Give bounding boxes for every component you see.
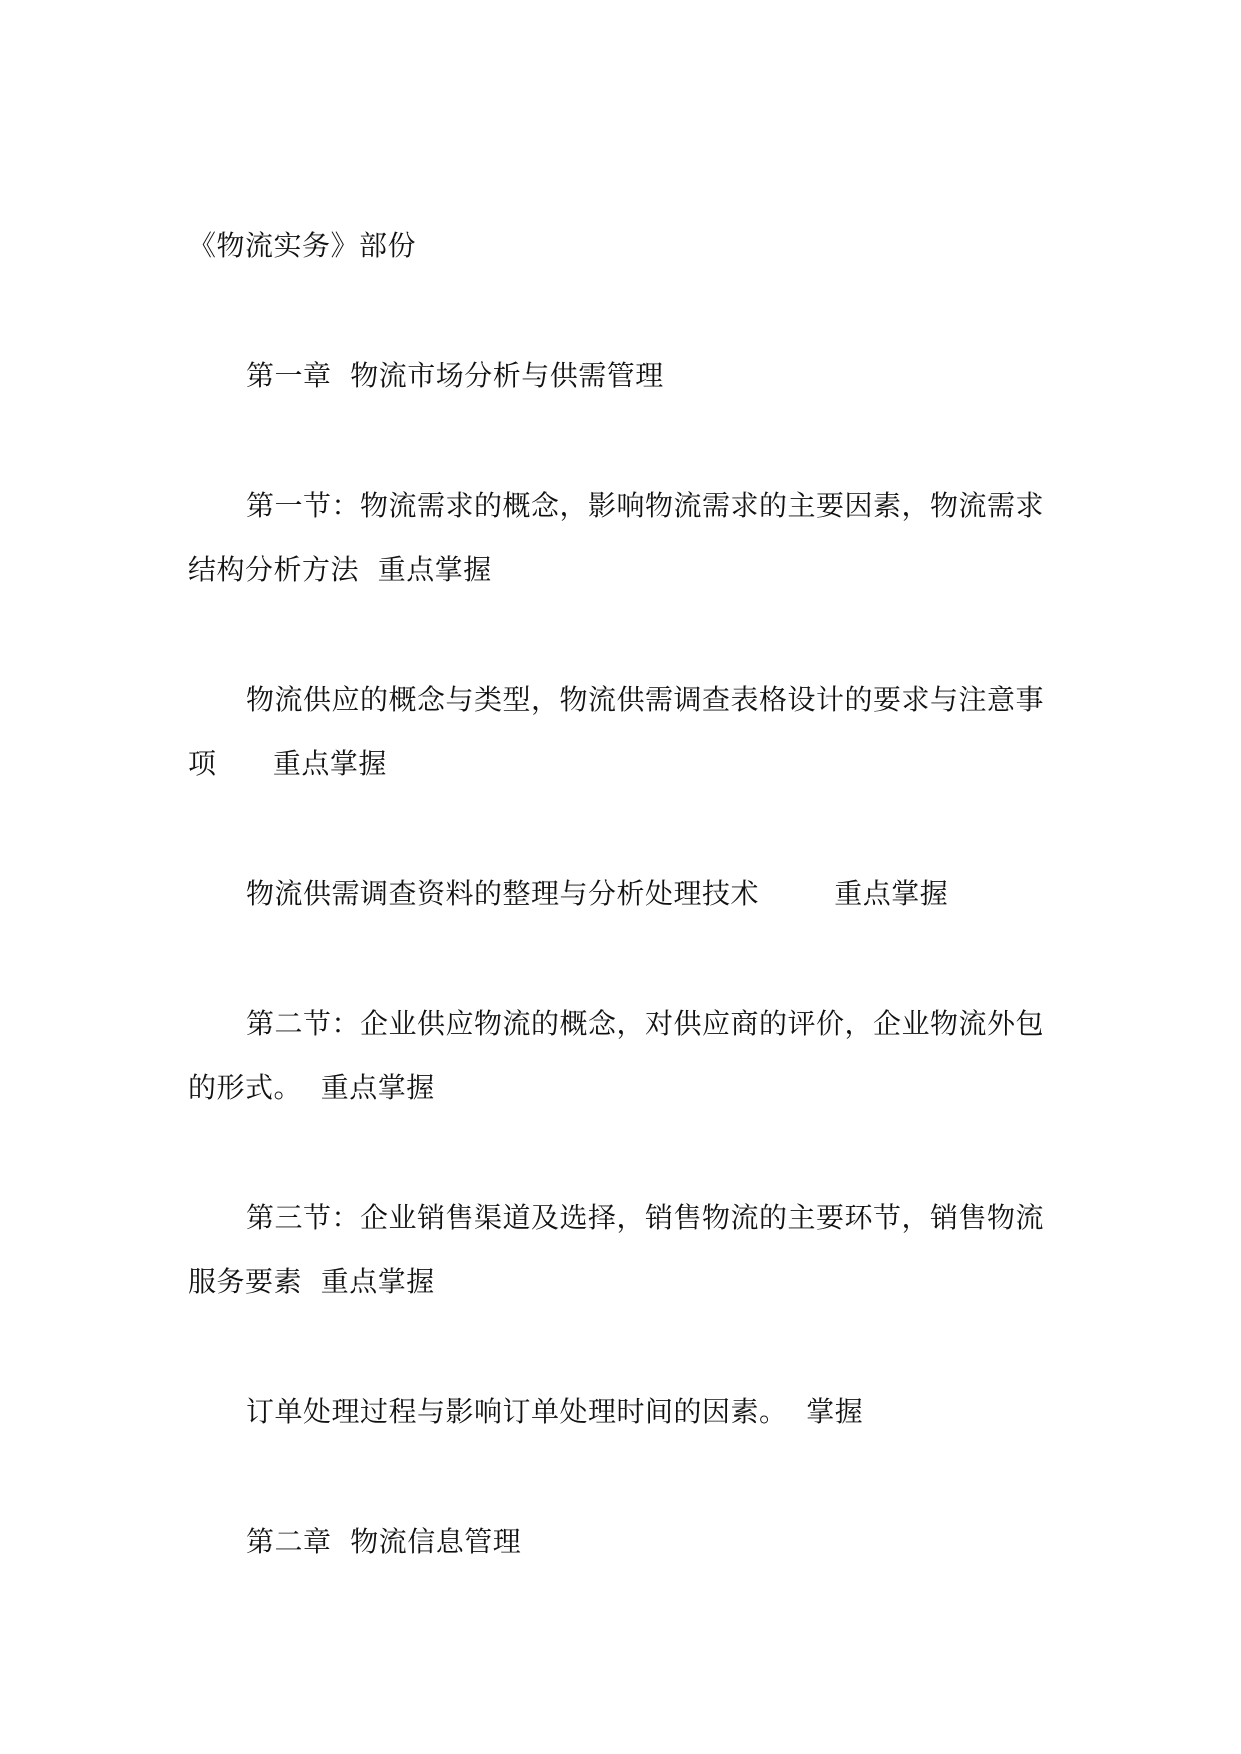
chapter-1-heading: 第一章 物流市场分析与供需管理 [246,359,664,392]
section-3-line-1: 第三节：企业销售渠道及选择，销售物流的主要环节，销售物流 [246,1201,1045,1234]
section-2-line-2: 的形式。 重点掌握 [188,1071,435,1104]
document-title: 《物流实务》部份 [188,229,417,262]
section-3-line-2: 服务要素 重点掌握 [188,1265,435,1298]
paragraph-supply-line-2: 项 重点掌握 [188,747,387,780]
paragraph-survey-data: 物流供需调查资料的整理与分析处理技术 重点掌握 [246,877,949,910]
paragraph-supply-line-1: 物流供应的概念与类型，物流供需调查表格设计的要求与注意事 [246,683,1045,716]
section-1-line-2: 结构分析方法 重点掌握 [188,553,492,586]
paragraph-order-processing: 订单处理过程与影响订单处理时间的因素。 掌握 [246,1395,864,1428]
section-1-line-1: 第一节：物流需求的概念，影响物流需求的主要因素，物流需求 [246,489,1045,522]
chapter-2-heading: 第二章 物流信息管理 [246,1525,522,1558]
section-2-line-1: 第二节：企业供应物流的概念，对供应商的评价，企业物流外包 [246,1007,1045,1040]
